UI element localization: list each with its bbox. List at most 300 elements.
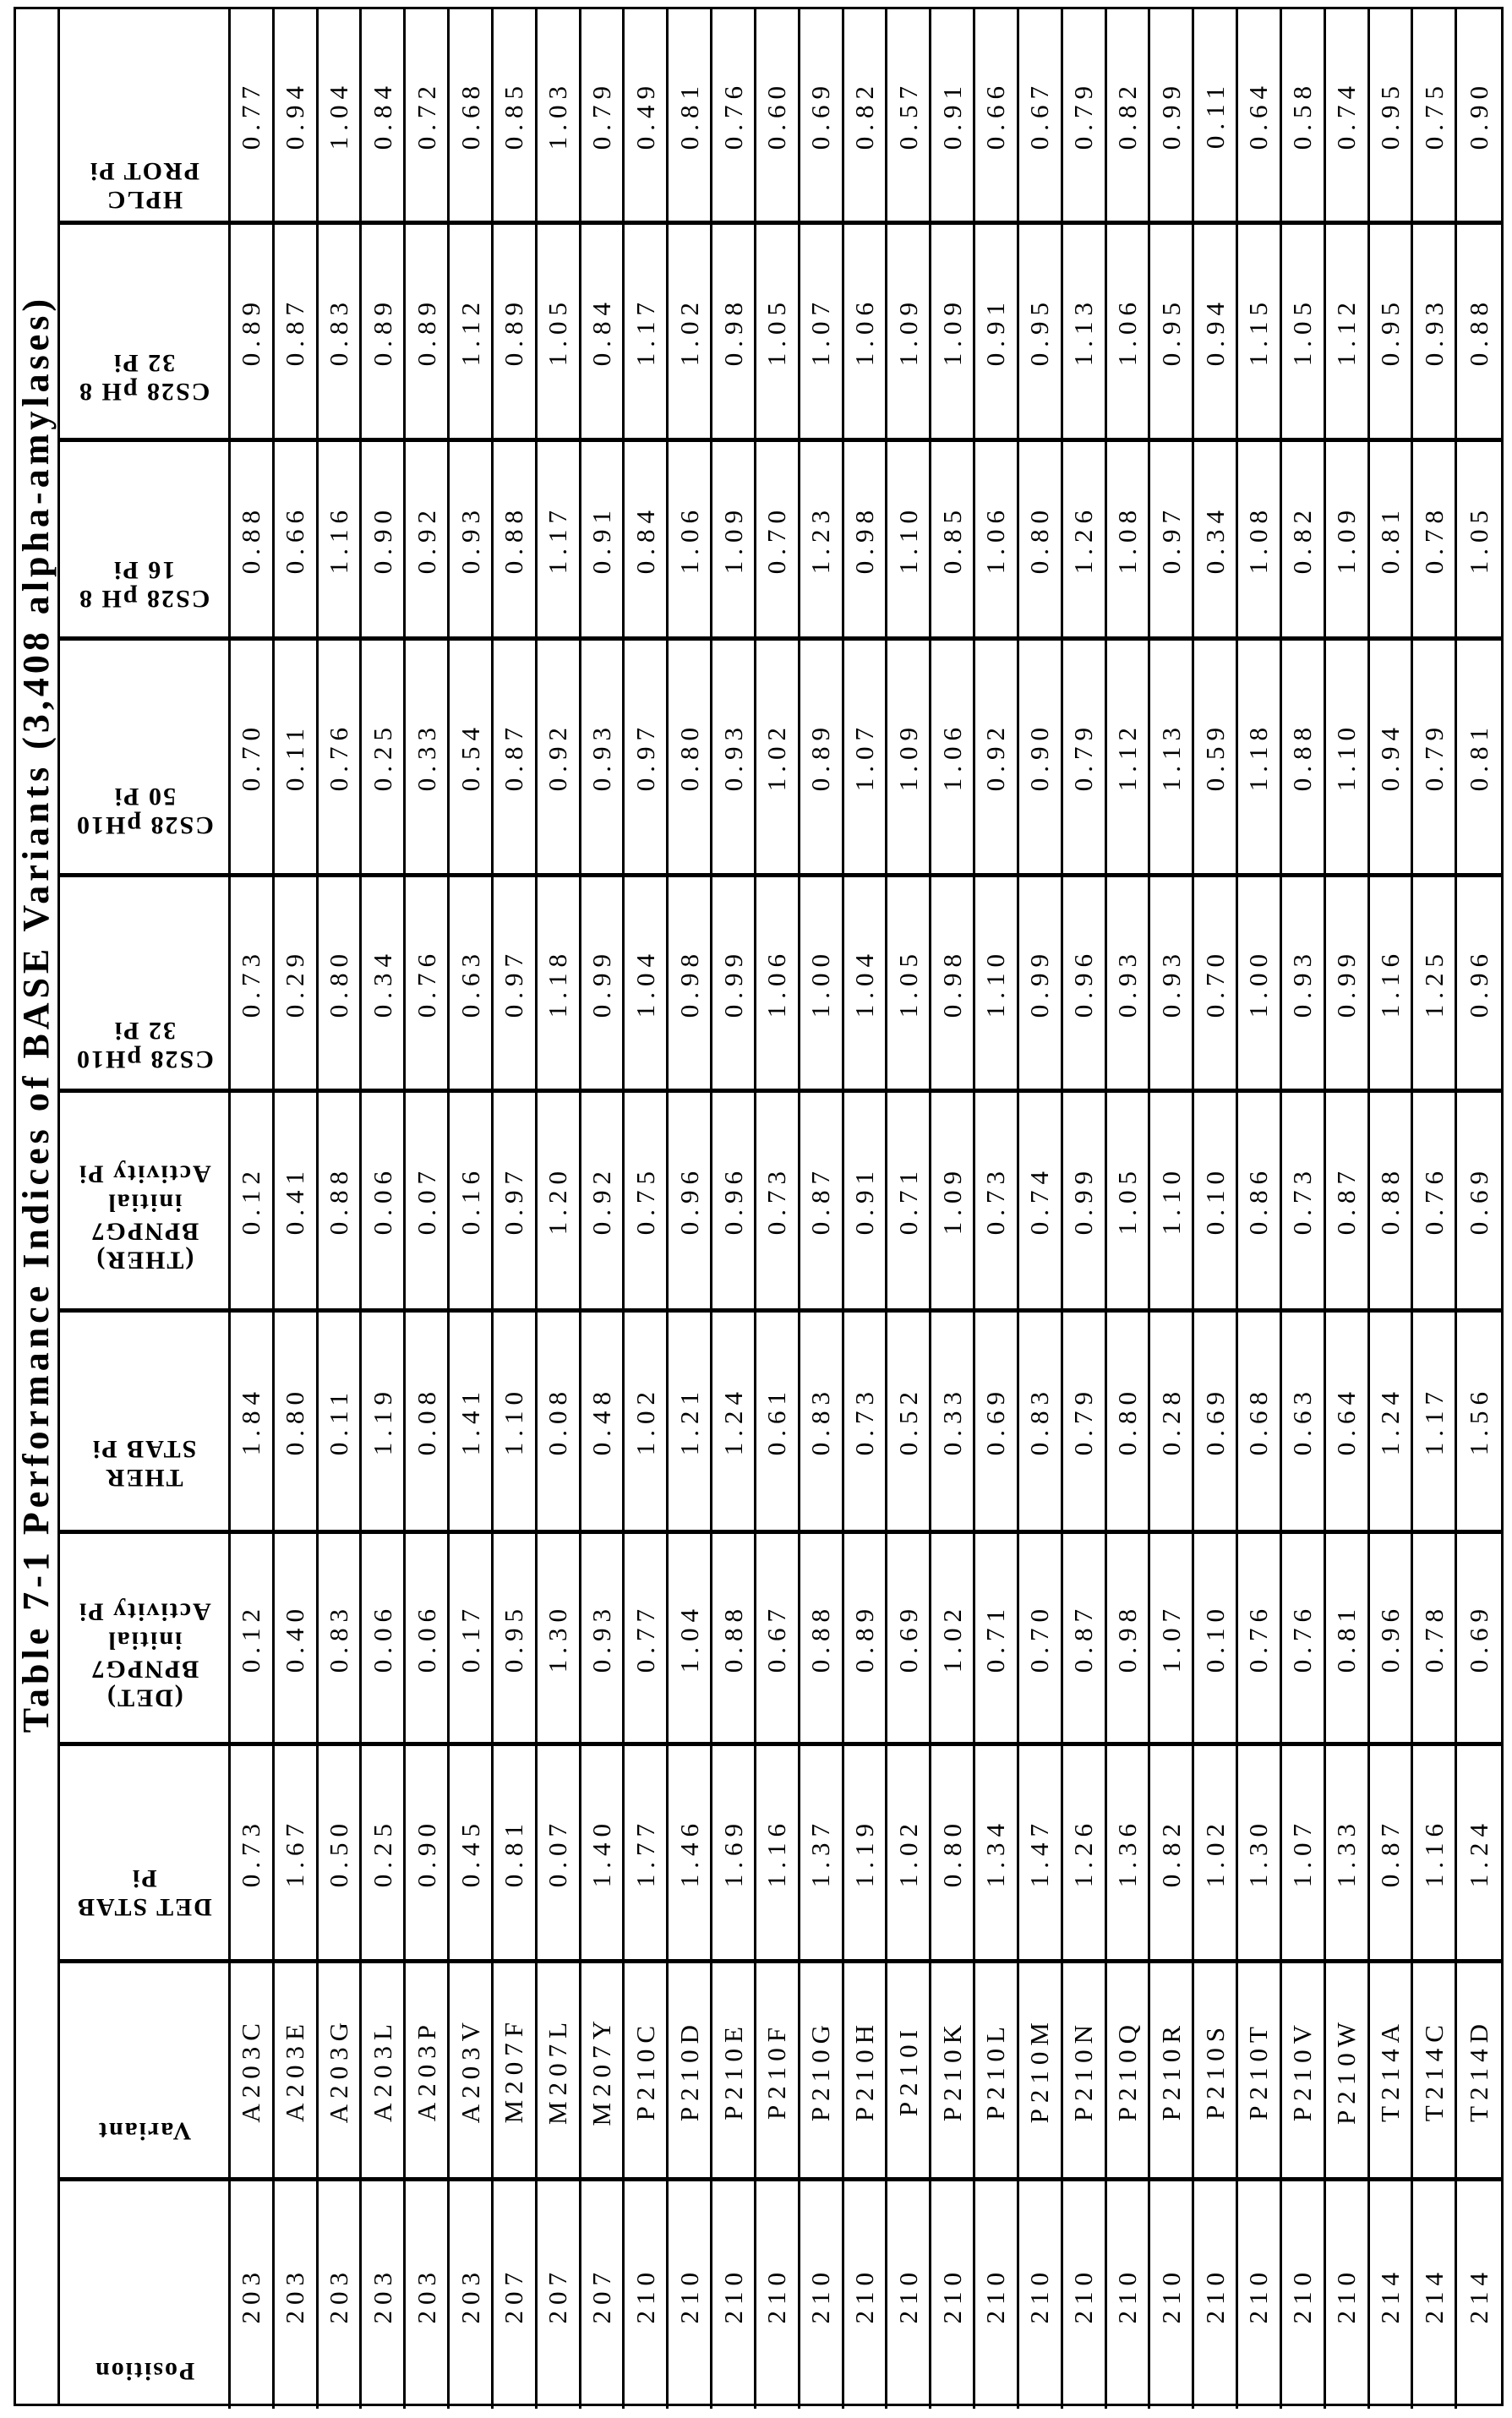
data-cell — [1326, 1093, 1370, 1313]
cell-value: 207 — [587, 2266, 617, 2324]
cell-value: 0.98 — [936, 947, 967, 1018]
header-label: Position — [93, 2357, 195, 2385]
data-cell — [1150, 1313, 1194, 1534]
cell-value: 1.19 — [367, 1386, 397, 1456]
data-cell — [494, 1963, 538, 2181]
data-cell — [756, 641, 800, 877]
cell-value: 210 — [1024, 2266, 1055, 2324]
data-cell — [1107, 1746, 1151, 1963]
cell-value: 0.97 — [1155, 504, 1186, 575]
data-cell — [1019, 9, 1063, 225]
data-cell — [931, 2181, 975, 2409]
cell-value: 0.93 — [455, 504, 485, 575]
cell-value: 0.95 — [1374, 79, 1405, 150]
data-cell — [712, 1313, 756, 1534]
cell-value: 1.09 — [936, 1165, 967, 1236]
data-cell — [887, 1534, 931, 1746]
cell-value: 1.16 — [761, 1817, 792, 1888]
data-cell — [406, 225, 450, 442]
data-cell — [800, 1534, 844, 1746]
data-cell — [1326, 2181, 1370, 2409]
cell-value: 0.94 — [1199, 296, 1230, 367]
cell-value: 0.82 — [1287, 504, 1318, 575]
cell-value: 1.02 — [892, 1817, 923, 1888]
cell-value: 0.96 — [674, 1165, 704, 1236]
data-cell — [275, 641, 319, 877]
cell-value: 1.16 — [324, 504, 354, 575]
data-cell — [1282, 1746, 1326, 1963]
data-cell — [1238, 442, 1282, 641]
data-cell — [1370, 9, 1414, 225]
cell-value: 203 — [324, 2266, 354, 2324]
data-cell — [712, 877, 756, 1093]
data-cell — [1370, 877, 1414, 1093]
data-cell — [581, 1093, 625, 1313]
data-cell — [1413, 1534, 1457, 1746]
data-cell — [406, 641, 450, 877]
cell-value: 0.79 — [1068, 722, 1099, 792]
header-label: CS28 pH10 32 Pi — [74, 1017, 214, 1073]
data-cell — [1326, 1313, 1370, 1534]
cell-value: 1.03 — [543, 79, 573, 150]
data-cell — [450, 442, 494, 641]
cell-value: 0.83 — [324, 1602, 354, 1673]
cell-value: 0.99 — [1068, 1165, 1099, 1236]
data-cell — [581, 2181, 625, 2409]
data-cell — [625, 1313, 669, 1534]
cell-value: 0.16 — [455, 1165, 485, 1236]
data-cell — [1019, 225, 1063, 442]
data-cell — [275, 1313, 319, 1534]
data-cell — [1326, 1963, 1370, 2181]
cell-value: 0.76 — [718, 79, 748, 150]
cell-value: 0.80 — [280, 1386, 310, 1456]
cell-value: 0.89 — [849, 1602, 879, 1673]
cell-value: 1.18 — [543, 947, 573, 1018]
data-cell — [362, 877, 406, 1093]
data-cell — [712, 1534, 756, 1746]
cell-value: 0.88 — [805, 1602, 836, 1673]
cell-value: P210G — [805, 2018, 836, 2122]
cell-value: 0.91 — [849, 1165, 879, 1236]
cell-value: 0.75 — [1418, 79, 1449, 150]
cell-value: 0.77 — [236, 79, 266, 150]
cell-value: 0.96 — [1068, 947, 1099, 1018]
data-cell — [625, 442, 669, 641]
data-cell — [712, 9, 756, 225]
data-cell — [450, 877, 494, 1093]
data-cell — [844, 1746, 888, 1963]
cell-value: 0.89 — [367, 296, 397, 367]
cell-value: 0.73 — [980, 1165, 1011, 1236]
cell-value: 0.06 — [367, 1165, 397, 1236]
data-cell — [319, 2181, 363, 2409]
data-cell — [231, 1963, 275, 2181]
data-cell — [975, 2181, 1019, 2409]
data-cell — [887, 877, 931, 1093]
cell-value: 0.73 — [761, 1165, 792, 1236]
header-cell — [60, 1963, 231, 2181]
data-cell — [231, 225, 275, 442]
cell-value: 1.30 — [1243, 1817, 1274, 1888]
data-cell — [931, 1963, 975, 2181]
data-cell — [362, 1746, 406, 1963]
cell-value: 1.04 — [630, 947, 660, 1018]
data-cell — [1413, 2181, 1457, 2409]
cell-value: 1.41 — [455, 1386, 485, 1456]
cell-value: A203V — [455, 2017, 485, 2124]
cell-value: 1.05 — [1464, 504, 1494, 575]
data-cell — [1107, 225, 1151, 442]
cell-value: 1.26 — [1068, 1817, 1099, 1888]
data-cell — [1413, 9, 1457, 225]
data-cell — [975, 641, 1019, 877]
data-cell — [931, 1093, 975, 1313]
data-cell — [231, 442, 275, 641]
data-cell — [1194, 641, 1238, 877]
data-cell — [275, 2181, 319, 2409]
data-cell — [625, 641, 669, 877]
cell-value: 1.18 — [1243, 722, 1274, 792]
cell-value: 203 — [236, 2266, 266, 2324]
data-cell — [538, 225, 581, 442]
cell-value: 214 — [1418, 2266, 1449, 2324]
cell-value: P210F — [761, 2021, 792, 2120]
cell-value: 1.40 — [587, 1817, 617, 1888]
cell-value: 0.08 — [411, 1386, 441, 1456]
data-cell — [1457, 1093, 1501, 1313]
data-cell — [800, 1313, 844, 1534]
cell-value: P210V — [1287, 2018, 1318, 2122]
cell-value: 0.40 — [280, 1602, 310, 1673]
cell-value: 0.66 — [280, 504, 310, 575]
cell-value: 0.67 — [761, 1602, 792, 1673]
cell-value: 1.24 — [1464, 1817, 1494, 1888]
cell-value: P210N — [1068, 2018, 1099, 2122]
data-cell — [1194, 225, 1238, 442]
cell-value: 0.96 — [1464, 947, 1494, 1018]
data-cell — [1194, 1534, 1238, 1746]
data-cell — [1063, 2181, 1107, 2409]
data-cell — [362, 1534, 406, 1746]
data-cell — [406, 877, 450, 1093]
data-cell — [1457, 9, 1501, 225]
data-cell — [1019, 1313, 1063, 1534]
cell-value: 0.41 — [280, 1165, 310, 1236]
data-cell — [362, 442, 406, 641]
data-cell — [625, 877, 669, 1093]
header-label: CS28 pH 8 32 Pi — [78, 349, 210, 406]
data-cell — [844, 1963, 888, 2181]
data-cell — [669, 1534, 712, 1746]
cell-value: 0.84 — [367, 79, 397, 150]
data-cell — [931, 877, 975, 1093]
cell-value: 0.25 — [367, 722, 397, 792]
cell-value: 1.06 — [761, 947, 792, 1018]
data-cell — [1457, 1963, 1501, 2181]
data-cell — [844, 1093, 888, 1313]
cell-value: 0.11 — [280, 722, 310, 792]
data-cell — [362, 2181, 406, 2409]
data-cell — [231, 9, 275, 225]
cell-value: 0.76 — [1243, 1602, 1274, 1673]
cell-value: 1.10 — [1155, 1165, 1186, 1236]
cell-value: 1.06 — [674, 504, 704, 575]
cell-value: 0.80 — [324, 947, 354, 1018]
cell-value: 0.12 — [236, 1165, 266, 1236]
cell-value: 0.93 — [718, 722, 748, 792]
cell-value: 0.88 — [718, 1602, 748, 1673]
cell-value: 0.90 — [1024, 722, 1055, 792]
data-cell — [1326, 9, 1370, 225]
cell-value: 0.73 — [236, 947, 266, 1018]
data-cell — [494, 1534, 538, 1746]
cell-value: 0.99 — [1155, 79, 1186, 150]
cell-value: 1.34 — [980, 1817, 1011, 1888]
cell-value: 0.71 — [892, 1165, 923, 1236]
cell-value: 0.79 — [587, 79, 617, 150]
cell-value: 1.12 — [1331, 296, 1362, 367]
cell-value: 1.05 — [761, 296, 792, 367]
data-cell — [1326, 641, 1370, 877]
cell-value: A203C — [236, 2017, 266, 2123]
data-cell — [800, 877, 844, 1093]
cell-value: 1.05 — [543, 296, 573, 367]
data-cell — [1019, 641, 1063, 877]
data-cell — [319, 1534, 363, 1746]
cell-value: 210 — [1331, 2266, 1362, 2324]
data-cell — [581, 877, 625, 1093]
data-cell — [275, 1534, 319, 1746]
cell-value: 1.16 — [1374, 947, 1405, 1018]
cell-value: 0.80 — [936, 1817, 967, 1888]
data-cell — [887, 1746, 931, 1963]
cell-value: 0.34 — [1199, 504, 1230, 575]
data-cell — [494, 442, 538, 641]
cell-value: 0.98 — [849, 504, 879, 575]
cell-value: 0.66 — [980, 79, 1011, 150]
cell-value: 203 — [455, 2266, 485, 2324]
cell-value: 0.69 — [805, 79, 836, 150]
header-label: Variant — [96, 2117, 192, 2145]
data-cell — [1063, 641, 1107, 877]
cell-value: 0.96 — [1374, 1602, 1405, 1673]
data-cell — [1063, 877, 1107, 1093]
data-cell — [887, 1093, 931, 1313]
cell-value: 0.34 — [367, 947, 397, 1018]
cell-value: 0.08 — [543, 1386, 573, 1456]
cell-value: P210Q — [1111, 2018, 1142, 2122]
cell-value: 0.11 — [324, 1386, 354, 1456]
cell-value: 0.88 — [1374, 1165, 1405, 1236]
cell-value: 1.33 — [1331, 1817, 1362, 1888]
cell-value: 0.90 — [367, 504, 397, 575]
data-cell — [1019, 1963, 1063, 2181]
cell-value: 1.46 — [674, 1817, 704, 1888]
cell-value: P210K — [936, 2018, 967, 2122]
data-cell — [887, 9, 931, 225]
cell-value: 210 — [849, 2266, 879, 2324]
data-cell — [494, 2181, 538, 2409]
cell-value: 1.36 — [1111, 1817, 1142, 1888]
cell-value: 0.93 — [1418, 296, 1449, 367]
data-cell — [494, 225, 538, 442]
data-cell — [756, 225, 800, 442]
header-cell — [60, 641, 231, 877]
header-cell — [60, 2181, 231, 2409]
cell-value: 214 — [1464, 2266, 1494, 2324]
data-cell — [1326, 877, 1370, 1093]
data-cell — [887, 2181, 931, 2409]
data-cell — [800, 641, 844, 877]
cell-value: 0.69 — [980, 1386, 1011, 1456]
header-cell — [60, 9, 231, 225]
cell-value: 1.09 — [1331, 504, 1362, 575]
cell-value: 214 — [1374, 2266, 1405, 2324]
data-cell — [494, 1746, 538, 1963]
data-cell — [1370, 1093, 1414, 1313]
data-cell — [756, 9, 800, 225]
cell-value: 1.10 — [1331, 722, 1362, 792]
cell-value: 0.54 — [455, 722, 485, 792]
cell-value: 1.24 — [718, 1386, 748, 1456]
data-cell — [844, 9, 888, 225]
data-cell — [362, 225, 406, 442]
cell-value: 1.19 — [849, 1817, 879, 1888]
data-cell — [887, 1313, 931, 1534]
data-cell — [1107, 1963, 1151, 2181]
cell-value: 1.47 — [1024, 1817, 1055, 1888]
cell-value: 210 — [1287, 2266, 1318, 2324]
data-cell — [1370, 442, 1414, 641]
cell-value: 0.73 — [849, 1386, 879, 1456]
cell-value: 0.75 — [630, 1165, 660, 1236]
cell-value: 0.95 — [1374, 296, 1405, 367]
cell-value: 1.17 — [630, 296, 660, 367]
data-cell — [1413, 442, 1457, 641]
cell-value: 1.09 — [936, 296, 967, 367]
data-cell — [1413, 1963, 1457, 2181]
cell-value: 0.88 — [236, 504, 266, 575]
cell-value: 0.80 — [1024, 504, 1055, 575]
cell-value: 1.05 — [1287, 296, 1318, 367]
cell-value: 0.81 — [1374, 504, 1405, 575]
data-cell — [406, 1746, 450, 1963]
data-cell — [800, 225, 844, 442]
cell-value: 1.24 — [1374, 1386, 1405, 1456]
data-cell — [494, 9, 538, 225]
cell-value: 1.30 — [543, 1602, 573, 1673]
cell-value: 0.29 — [280, 947, 310, 1018]
data-cell — [538, 1963, 581, 2181]
data-cell — [1150, 9, 1194, 225]
cell-value: 0.11 — [1199, 80, 1230, 150]
header-cell — [60, 442, 231, 641]
data-cell — [975, 1746, 1019, 1963]
cell-value: 1.05 — [1111, 1165, 1142, 1236]
cell-value: 0.98 — [674, 947, 704, 1018]
data-cell — [1019, 1534, 1063, 1746]
cell-value: P210L — [980, 2020, 1011, 2121]
header-label: THER STAB Pi — [91, 1435, 197, 1492]
cell-value: 0.50 — [324, 1817, 354, 1888]
data-cell — [1413, 1093, 1457, 1313]
cell-value: 0.78 — [1418, 1602, 1449, 1673]
data-cell — [756, 1313, 800, 1534]
cell-value: 0.69 — [1464, 1165, 1494, 1236]
data-cell — [362, 9, 406, 225]
data-cell — [756, 442, 800, 641]
cell-value: 0.10 — [1199, 1165, 1230, 1236]
cell-value: 1.07 — [1287, 1817, 1318, 1888]
data-cell — [1019, 442, 1063, 641]
header-label: (THER) BPNPG7 initial Activity Pi — [77, 1160, 211, 1274]
cell-value: P210D — [674, 2018, 704, 2122]
data-cell — [450, 641, 494, 877]
data-cell — [450, 1963, 494, 2181]
data-cell — [1413, 1313, 1457, 1534]
cell-value: P210E — [718, 2020, 748, 2121]
data-cell — [1150, 641, 1194, 877]
data-cell — [1150, 1963, 1194, 2181]
data-cell — [712, 1093, 756, 1313]
cell-value: T214C — [1418, 2018, 1449, 2122]
data-cell — [1063, 1534, 1107, 1746]
cell-value: 0.91 — [587, 504, 617, 575]
cell-value: 0.67 — [1024, 79, 1055, 150]
cell-value: 0.52 — [892, 1386, 923, 1456]
data-cell — [406, 9, 450, 225]
cell-value: 0.90 — [411, 1817, 441, 1888]
cell-value: 1.06 — [1111, 296, 1142, 367]
data-cell — [1150, 442, 1194, 641]
cell-value: 0.89 — [805, 722, 836, 792]
cell-value: 0.83 — [324, 296, 354, 367]
cell-value: 1.02 — [1199, 1817, 1230, 1888]
data-cell — [1370, 1746, 1414, 1963]
cell-value: 0.85 — [499, 79, 529, 150]
data-cell — [538, 877, 581, 1093]
data-cell — [1150, 1746, 1194, 1963]
cell-value: 0.93 — [587, 722, 617, 792]
data-cell — [1282, 1313, 1326, 1534]
cell-value: 0.87 — [499, 722, 529, 792]
cell-value: 1.77 — [630, 1817, 660, 1888]
cell-value: 1.37 — [805, 1817, 836, 1888]
cell-value: 0.85 — [936, 504, 967, 575]
cell-value: 210 — [1199, 2266, 1230, 2324]
cell-value: 0.83 — [1024, 1386, 1055, 1456]
cell-value: 210 — [761, 2266, 792, 2324]
data-cell — [844, 442, 888, 641]
data-cell — [538, 1746, 581, 1963]
data-cell — [625, 1093, 669, 1313]
data-cell — [1150, 1093, 1194, 1313]
data-cell — [1457, 877, 1501, 1093]
cell-value: 1.00 — [1243, 947, 1274, 1018]
data-cell — [1370, 1534, 1414, 1746]
cell-value: P210W — [1331, 2016, 1362, 2125]
data-cell — [1019, 877, 1063, 1093]
cell-value: 1.12 — [455, 296, 485, 367]
data-cell — [538, 1534, 581, 1746]
data-cell — [712, 1746, 756, 1963]
data-cell — [450, 2181, 494, 2409]
data-cell — [450, 225, 494, 442]
data-cell — [231, 1746, 275, 1963]
data-cell — [538, 1313, 581, 1534]
data-cell — [362, 1963, 406, 2181]
